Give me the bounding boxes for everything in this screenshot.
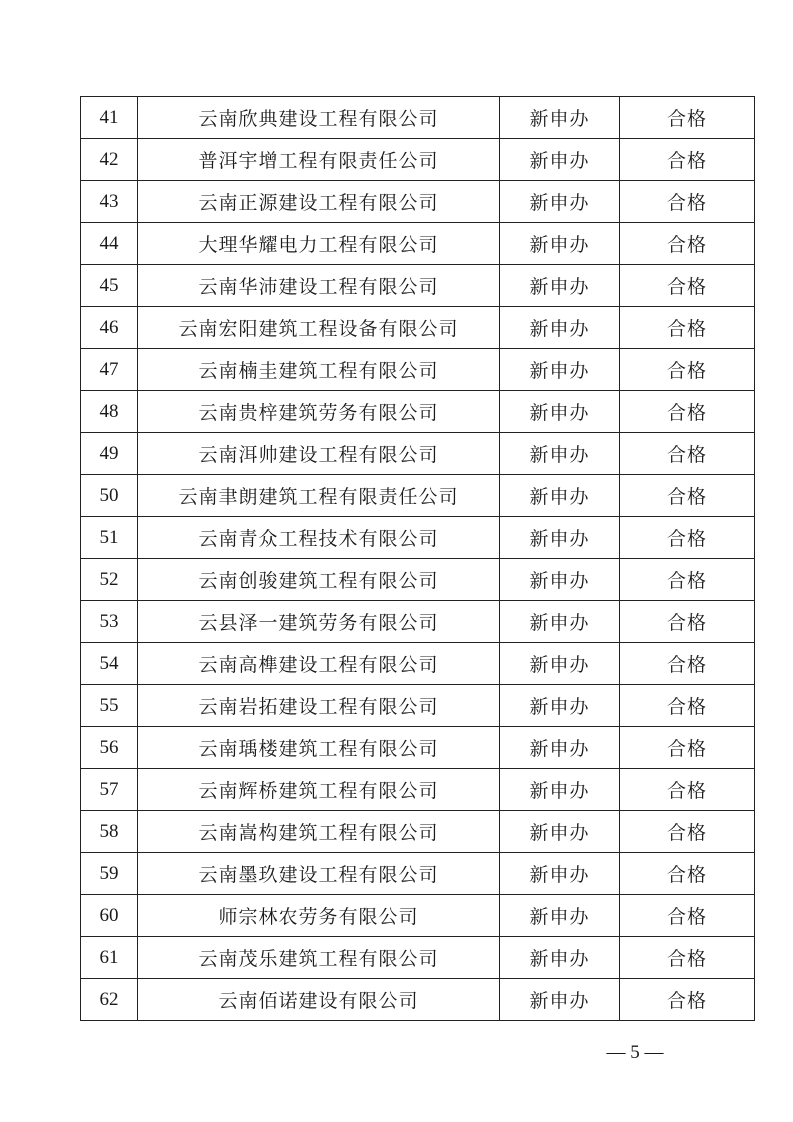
- page-number: — 5 —: [606, 1042, 664, 1063]
- application-type-cell: 新申办: [500, 349, 620, 391]
- row-number-cell: 56: [81, 727, 138, 769]
- row-number-cell: 51: [81, 517, 138, 559]
- company-name-cell: 云南华沛建设工程有限公司: [138, 265, 500, 307]
- application-type-cell: 新申办: [500, 769, 620, 811]
- company-name-cell: 云南茂乐建筑工程有限公司: [138, 937, 500, 979]
- table-row: [81, 727, 755, 769]
- row-number-cell: 55: [81, 685, 138, 727]
- row-number-cell: 52: [81, 559, 138, 601]
- table-row: [81, 181, 755, 223]
- row-number-cell: 43: [81, 181, 138, 223]
- company-name-cell: 云南墨玖建设工程有限公司: [138, 853, 500, 895]
- result-cell: 合格: [620, 853, 755, 895]
- application-type-cell: 新申办: [500, 601, 620, 643]
- application-type-cell: 新申办: [500, 265, 620, 307]
- company-name-cell: 普洱宇增工程有限责任公司: [138, 139, 500, 181]
- company-name-cell: 云南楠圭建筑工程有限公司: [138, 349, 500, 391]
- company-name-cell: 云南瑀楼建筑工程有限公司: [138, 727, 500, 769]
- application-type-cell: 新申办: [500, 391, 620, 433]
- application-type-cell: 新申办: [500, 979, 620, 1021]
- application-type-cell: 新申办: [500, 643, 620, 685]
- result-cell: 合格: [620, 559, 755, 601]
- row-number-cell: 53: [81, 601, 138, 643]
- company-name-cell: 云南创骏建筑工程有限公司: [138, 559, 500, 601]
- application-type-cell: 新申办: [500, 223, 620, 265]
- company-name-cell: 云南佰诺建设有限公司: [138, 979, 500, 1021]
- table-row: [81, 307, 755, 349]
- table-row: [81, 265, 755, 307]
- company-name-cell: 云县泽一建筑劳务有限公司: [138, 601, 500, 643]
- result-cell: 合格: [620, 307, 755, 349]
- company-name-cell: 云南青众工程技术有限公司: [138, 517, 500, 559]
- company-name-cell: 云南高榫建设工程有限公司: [138, 643, 500, 685]
- company-name-cell: 云南宏阳建筑工程设备有限公司: [138, 307, 500, 349]
- result-cell: 合格: [620, 349, 755, 391]
- results-table-body: [81, 97, 755, 1021]
- application-type-cell: 新申办: [500, 685, 620, 727]
- row-number-cell: 45: [81, 265, 138, 307]
- application-type-cell: 新申办: [500, 97, 620, 139]
- table-row: [81, 853, 755, 895]
- result-cell: 合格: [620, 937, 755, 979]
- row-number-cell: 59: [81, 853, 138, 895]
- table-row: [81, 223, 755, 265]
- application-type-cell: 新申办: [500, 937, 620, 979]
- company-name-cell: 云南洱帅建设工程有限公司: [138, 433, 500, 475]
- result-cell: 合格: [620, 895, 755, 937]
- table-row: [81, 559, 755, 601]
- company-name-cell: 云南岩拓建设工程有限公司: [138, 685, 500, 727]
- result-cell: 合格: [620, 475, 755, 517]
- application-type-cell: 新申办: [500, 307, 620, 349]
- company-name-cell: 云南正源建设工程有限公司: [138, 181, 500, 223]
- company-name-cell: 云南嵩构建筑工程有限公司: [138, 811, 500, 853]
- table-row: [81, 979, 755, 1021]
- table-row: [81, 517, 755, 559]
- table-row: [81, 433, 755, 475]
- company-name-cell: 云南聿朗建筑工程有限责任公司: [138, 475, 500, 517]
- application-type-cell: 新申办: [500, 811, 620, 853]
- application-type-cell: 新申办: [500, 139, 620, 181]
- row-number-cell: 57: [81, 769, 138, 811]
- table-row: [81, 643, 755, 685]
- result-cell: 合格: [620, 391, 755, 433]
- table-row: [81, 601, 755, 643]
- company-name-cell: 云南辉桥建筑工程有限公司: [138, 769, 500, 811]
- table-row: [81, 811, 755, 853]
- row-number-cell: 60: [81, 895, 138, 937]
- table-row: [81, 139, 755, 181]
- result-cell: 合格: [620, 769, 755, 811]
- row-number-cell: 50: [81, 475, 138, 517]
- application-type-cell: 新申办: [500, 433, 620, 475]
- table-row: [81, 97, 755, 139]
- application-type-cell: 新申办: [500, 895, 620, 937]
- result-cell: 合格: [620, 139, 755, 181]
- row-number-cell: 54: [81, 643, 138, 685]
- results-table-container: [80, 96, 754, 1021]
- result-cell: 合格: [620, 181, 755, 223]
- result-cell: 合格: [620, 517, 755, 559]
- row-number-cell: 58: [81, 811, 138, 853]
- table-row: [81, 937, 755, 979]
- result-cell: 合格: [620, 97, 755, 139]
- result-cell: 合格: [620, 265, 755, 307]
- company-name-cell: 云南贵梓建筑劳务有限公司: [138, 391, 500, 433]
- application-type-cell: 新申办: [500, 475, 620, 517]
- table-row: [81, 895, 755, 937]
- row-number-cell: 41: [81, 97, 138, 139]
- application-type-cell: 新申办: [500, 517, 620, 559]
- row-number-cell: 48: [81, 391, 138, 433]
- result-cell: 合格: [620, 433, 755, 475]
- application-type-cell: 新申办: [500, 853, 620, 895]
- row-number-cell: 46: [81, 307, 138, 349]
- table-row: [81, 685, 755, 727]
- row-number-cell: 42: [81, 139, 138, 181]
- table-row: [81, 769, 755, 811]
- row-number-cell: 49: [81, 433, 138, 475]
- application-type-cell: 新申办: [500, 559, 620, 601]
- result-cell: 合格: [620, 979, 755, 1021]
- table-row: [81, 391, 755, 433]
- row-number-cell: 62: [81, 979, 138, 1021]
- application-type-cell: 新申办: [500, 181, 620, 223]
- result-cell: 合格: [620, 601, 755, 643]
- table-row: [81, 475, 755, 517]
- row-number-cell: 44: [81, 223, 138, 265]
- row-number-cell: 61: [81, 937, 138, 979]
- results-table: [80, 96, 755, 1021]
- company-name-cell: 师宗林农劳务有限公司: [138, 895, 500, 937]
- company-name-cell: 云南欣典建设工程有限公司: [138, 97, 500, 139]
- result-cell: 合格: [620, 643, 755, 685]
- result-cell: 合格: [620, 811, 755, 853]
- result-cell: 合格: [620, 685, 755, 727]
- application-type-cell: 新申办: [500, 727, 620, 769]
- result-cell: 合格: [620, 727, 755, 769]
- row-number-cell: 47: [81, 349, 138, 391]
- table-row: [81, 349, 755, 391]
- result-cell: 合格: [620, 223, 755, 265]
- company-name-cell: 大理华耀电力工程有限公司: [138, 223, 500, 265]
